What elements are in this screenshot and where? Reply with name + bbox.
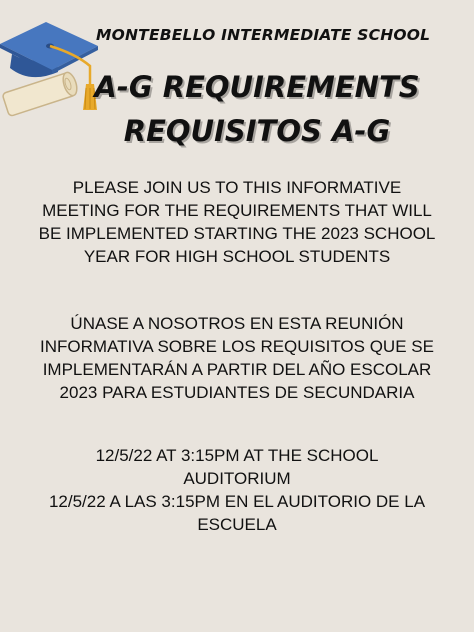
paragraph-line: 2023 PARA ESTUDIANTES DE SECUNDARIA bbox=[59, 383, 415, 402]
paragraph-line: INFORMATIVA SOBRE LOS REQUISITOS QUE SE bbox=[40, 337, 434, 356]
event-line: 12/5/22 A LAS 3:15PM EN EL AUDITORIO DE LA bbox=[48, 492, 426, 511]
title-spanish: REQUISITOS A-G bbox=[123, 114, 391, 148]
event-line: ESCUELA bbox=[197, 515, 277, 534]
title-english: A-G REQUIREMENTS bbox=[94, 70, 420, 104]
event-details bbox=[20, 444, 454, 536]
paragraph-line: PLEASE JOIN US TO THIS INFORMATIVE bbox=[72, 178, 402, 197]
paragraph-line: IMPLEMENTARÁN A PARTIR DEL AÑO ESCOLAR bbox=[42, 360, 432, 379]
paragraph-line: YEAR FOR HIGH SCHOOL STUDENTS bbox=[83, 247, 391, 266]
event-line: AUDITORIUM bbox=[183, 469, 291, 488]
paragraph-line: BE IMPLEMENTED STARTING THE 2023 SCHOOL bbox=[38, 224, 436, 243]
diploma-scroll-icon bbox=[2, 71, 79, 117]
event-line: 12/5/22 AT 3:15PM AT THE SCHOOL bbox=[95, 446, 379, 465]
paragraph-spanish bbox=[20, 312, 454, 404]
paragraph-line: ÚNASE A NOSOTROS EN ESTA REUNIÓN bbox=[70, 314, 404, 333]
school-name: MONTEBELLO INTERMEDIATE SCHOOL bbox=[96, 26, 431, 44]
paragraph-english bbox=[20, 176, 454, 268]
paragraph-line: MEETING FOR THE REQUIREMENTS THAT WILL bbox=[42, 201, 432, 220]
